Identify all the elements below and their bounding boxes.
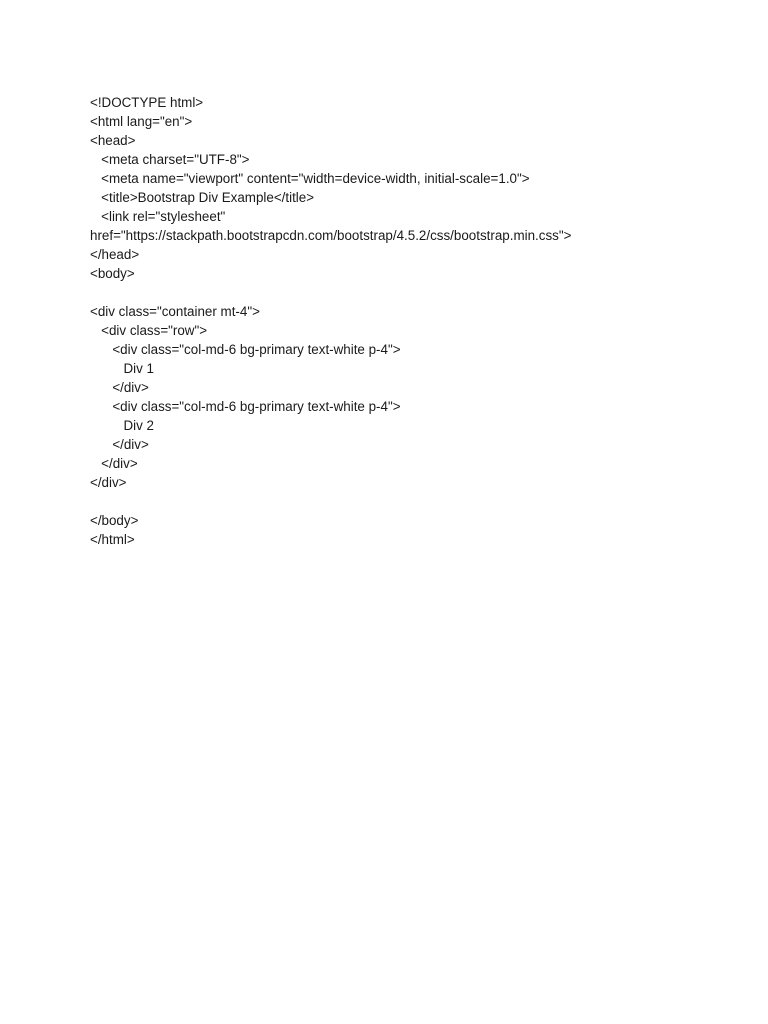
- code-line: <html lang="en">: [90, 114, 193, 129]
- code-line: <meta name="viewport" content="width=device-width, initial-scale=1.0">: [90, 171, 530, 186]
- code-line: </div>: [90, 456, 138, 471]
- blank-line: [90, 283, 730, 302]
- code-line: <link rel="stylesheet": [90, 209, 226, 224]
- code-line: <head>: [90, 133, 136, 148]
- code-line: </html>: [90, 532, 135, 547]
- code-line: </div>: [90, 437, 149, 452]
- code-line: </div>: [90, 380, 149, 395]
- code-line: </body>: [90, 513, 139, 528]
- code-line: <meta charset="UTF-8">: [90, 152, 250, 167]
- code-line: <body>: [90, 266, 135, 281]
- code-line: href="https://stackpath.bootstrapcdn.com/bootstrap/4.5.2/css/bootstrap.min.css">: [90, 228, 572, 243]
- code-line: Div 2: [90, 418, 154, 433]
- code-line: <div class="row">: [90, 323, 208, 338]
- blank-line: [90, 492, 730, 511]
- code-text-block: [90, 93, 730, 549]
- code-line: </head>: [90, 247, 140, 262]
- code-line: <div class="col-md-6 bg-primary text-white p-4">: [90, 399, 401, 414]
- code-line: <!DOCTYPE html>: [90, 95, 204, 110]
- code-line: <title>Bootstrap Div Example</title>: [90, 190, 315, 205]
- code-line: </div>: [90, 475, 127, 490]
- code-line: <div class="col-md-6 bg-primary text-white p-4">: [90, 342, 401, 357]
- code-line: Div 1: [90, 361, 154, 376]
- code-line: <div class="container mt-4">: [90, 304, 260, 319]
